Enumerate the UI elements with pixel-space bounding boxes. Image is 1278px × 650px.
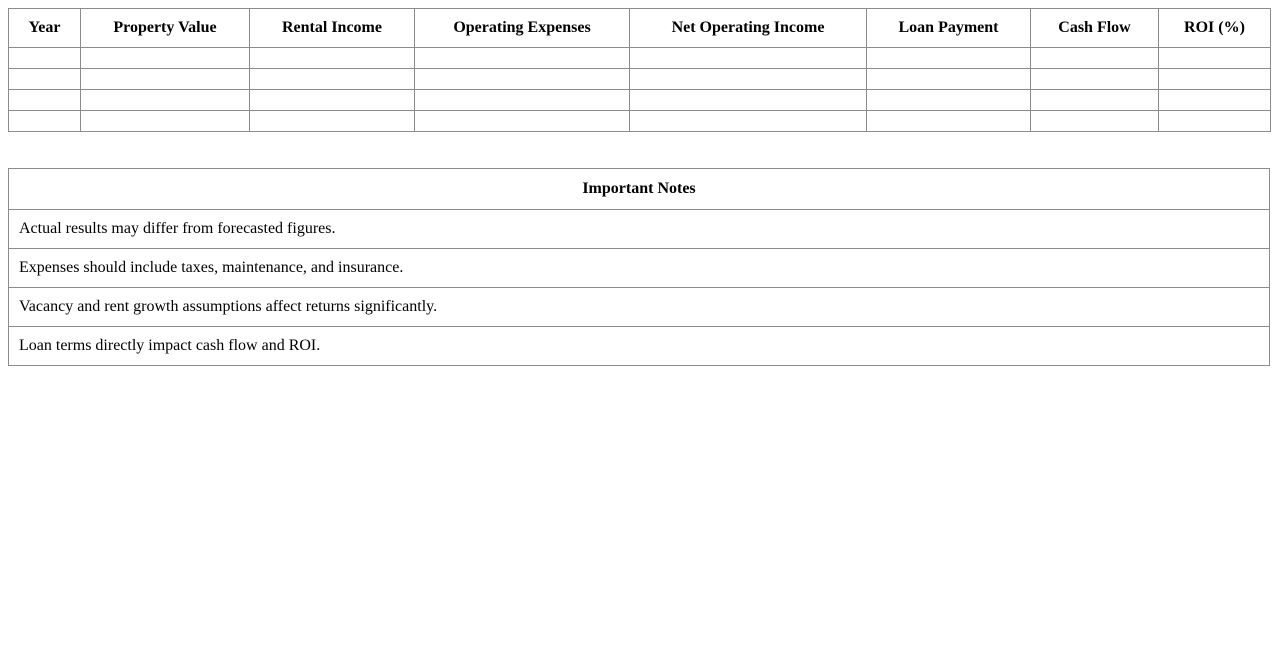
- table-cell: [630, 48, 867, 69]
- table-row: [9, 90, 1271, 111]
- table-cell: [250, 69, 415, 90]
- table-cell: [250, 90, 415, 111]
- note-item: Vacancy and rent growth assumptions affect returns significantly.: [9, 288, 1270, 327]
- table-cell: [9, 90, 81, 111]
- note-item: Loan terms directly impact cash flow and ROI.: [9, 327, 1270, 366]
- forecast-header-row: [9, 9, 1271, 48]
- table-cell: [250, 48, 415, 69]
- table-cell: [1031, 48, 1159, 69]
- table-cell: [415, 111, 630, 132]
- table-cell: [81, 111, 250, 132]
- table-cell: [1031, 111, 1159, 132]
- table-cell: [9, 48, 81, 69]
- table-cell: [630, 69, 867, 90]
- table-cell: [867, 90, 1031, 111]
- table-row: [9, 48, 1271, 69]
- column-header-rental-income: Rental Income: [250, 9, 415, 48]
- table-cell: [415, 48, 630, 69]
- note-row: [9, 249, 1270, 288]
- table-cell: [1159, 48, 1271, 69]
- table-row: [9, 111, 1271, 132]
- table-cell: [630, 90, 867, 111]
- table-cell: [1159, 90, 1271, 111]
- table-cell: [81, 69, 250, 90]
- table-cell: [867, 111, 1031, 132]
- note-row: [9, 288, 1270, 327]
- note-row: [9, 210, 1270, 249]
- table-cell: [1031, 69, 1159, 90]
- notes-heading: Important Notes: [9, 169, 1270, 210]
- table-cell: [1159, 111, 1271, 132]
- table-cell: [9, 111, 81, 132]
- table-cell: [9, 69, 81, 90]
- table-cell: [867, 48, 1031, 69]
- note-item: Actual results may differ from forecasted figures.: [9, 210, 1270, 249]
- table-cell: [1031, 90, 1159, 111]
- column-header-property-value: Property Value: [81, 9, 250, 48]
- column-header-operating-expenses: Operating Expenses: [415, 9, 630, 48]
- table-cell: [1159, 69, 1271, 90]
- page-content: [8, 8, 1270, 366]
- table-cell: [415, 69, 630, 90]
- column-header-net-operating-income: Net Operating Income: [630, 9, 867, 48]
- table-cell: [81, 48, 250, 69]
- column-header-cash-flow: Cash Flow: [1031, 9, 1159, 48]
- column-header-loan-payment: Loan Payment: [867, 9, 1031, 48]
- table-cell: [415, 90, 630, 111]
- column-header-roi: ROI (%): [1159, 9, 1271, 48]
- table-cell: [250, 111, 415, 132]
- column-header-year: Year: [9, 9, 81, 48]
- table-cell: [867, 69, 1031, 90]
- notes-header-row: [9, 169, 1270, 210]
- table-cell: [630, 111, 867, 132]
- table-cell: [81, 90, 250, 111]
- important-notes-table: [8, 168, 1270, 366]
- table-row: [9, 69, 1271, 90]
- note-row: [9, 327, 1270, 366]
- forecast-table: [8, 8, 1271, 132]
- note-item: Expenses should include taxes, maintenance, and insurance.: [9, 249, 1270, 288]
